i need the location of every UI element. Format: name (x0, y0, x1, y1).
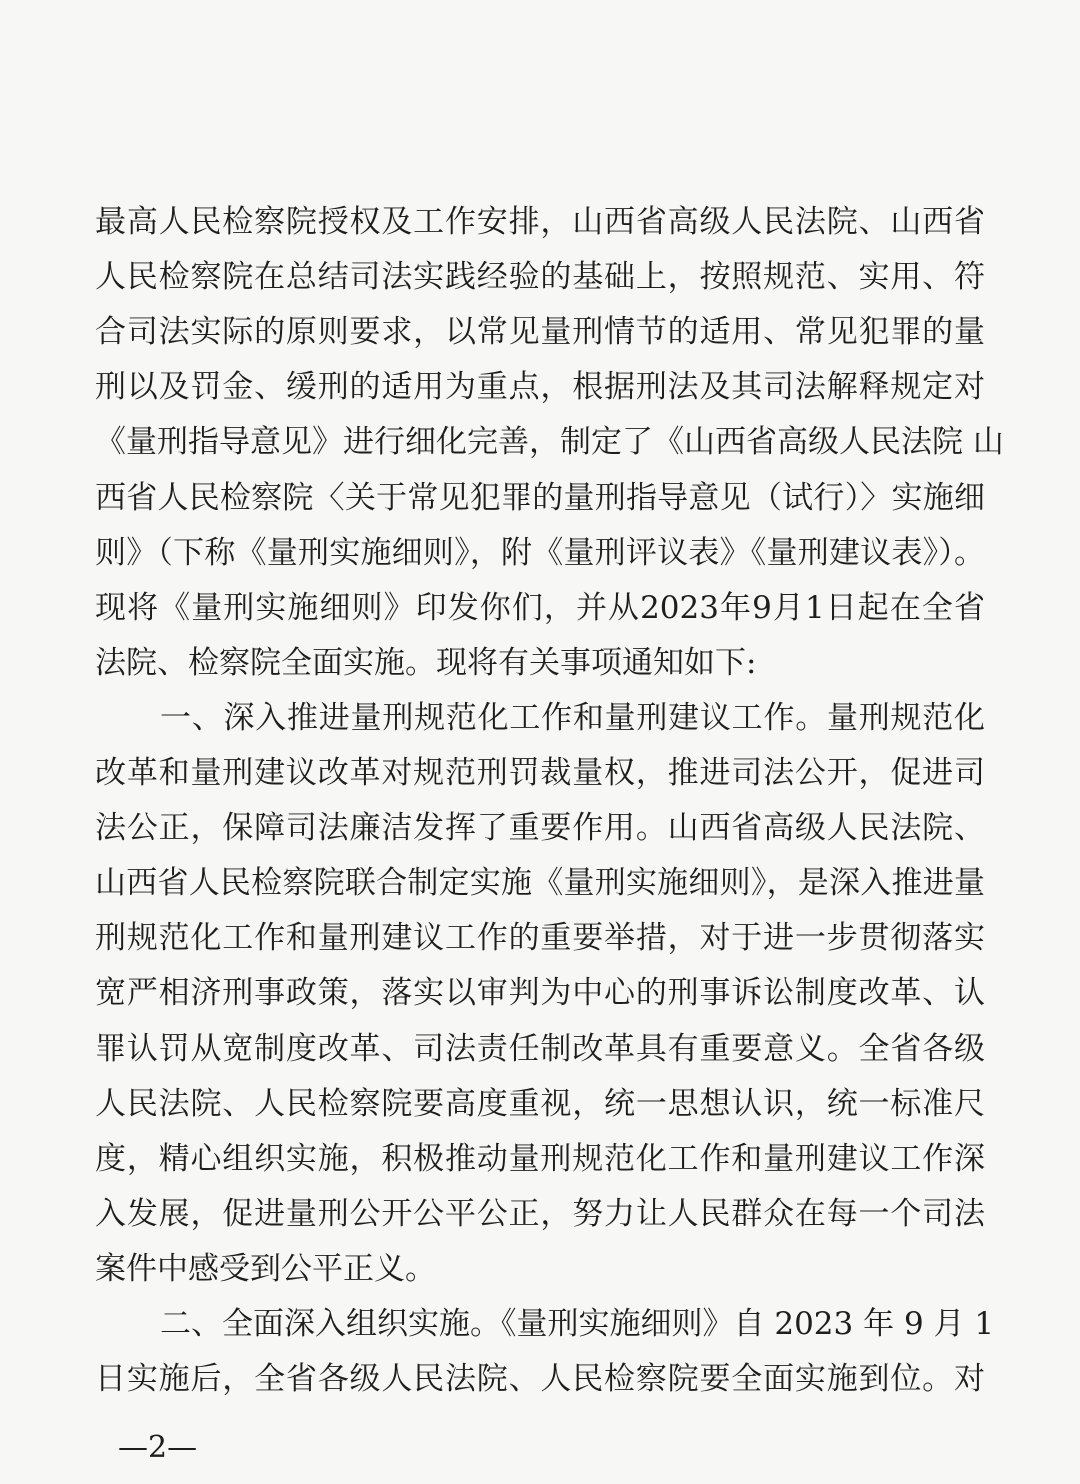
text-line: 山西省人民检察院联合制定实施《量刑实施细则》，是深入推进量 (95, 865, 985, 902)
text-line: 刑规范化工作和量刑建议工作的重要举措，对于进一步贯彻落实 (95, 920, 985, 957)
text-line: 法公正，保障司法廉洁发挥了重要作用。山西省高级人民法院、 (95, 810, 985, 847)
text-line: 日实施后，全省各级人民法院、人民检察院要全面实施到位。对 (95, 1361, 985, 1398)
text-line: 一、深入推进量刑规范化工作和量刑建议工作。量刑规范化 (160, 699, 985, 736)
text-line: 现将《量刑实施细则》印发你们，并从2023年9月1日起在全省 (95, 589, 985, 626)
text-line: 人民法院、人民检察院要高度重视，统一思想认识，统一标准尺 (95, 1085, 985, 1122)
text-line: 法院、检察院全面实施。现将有关事项通知如下: (95, 644, 757, 681)
text-line: 西省人民检察院〈关于常见犯罪的量刑指导意见（试行）〉实施细 (95, 479, 985, 516)
text-line: 案件中感受到公平正义。 (95, 1250, 436, 1287)
text-line: 合司法实际的原则要求，以常见量刑情节的适用、常见犯罪的量 (95, 314, 985, 351)
text-line: 《量刑指导意见》进行细化完善，制定了《山西省高级人民法院 山 (95, 424, 1004, 461)
text-line: 入发展，促进量刑公开公平公正，努力让人民群众在每一个司法 (95, 1195, 985, 1232)
text-line: 最高人民检察院授权及工作安排，山西省高级人民法院、山西省 (95, 204, 985, 240)
page-number: —2— (118, 1430, 198, 1465)
text-line: 罪认罚从宽制度改革、司法责任制改革具有重要意义。全省各级 (95, 1030, 985, 1067)
text-line: 改革和量刑建议改革对规范刑罚裁量权，推进司法公开，促进司 (95, 755, 985, 791)
text-line: 人民检察院在总结司法实践经验的基础上，按照规范、实用、符 (95, 259, 985, 296)
text-line: 刑以及罚金、缓刑的适用为重点，根据刑法及其司法解释规定对 (95, 369, 985, 406)
text-line: 度，精心组织实施，积极推动量刑规范化工作和量刑建议工作深 (95, 1140, 985, 1177)
text-line: 二、全面深入组织实施。《量刑实施细则》自 2023 年 9 月 1 (160, 1306, 995, 1342)
text-line: 则》（下称《量刑实施细则》，附《量刑评议表》《量刑建议表》）。 (95, 534, 985, 571)
text-line: 宽严相济刑事政策，落实以审判为中心的刑事诉讼制度改革、认 (95, 975, 985, 1012)
